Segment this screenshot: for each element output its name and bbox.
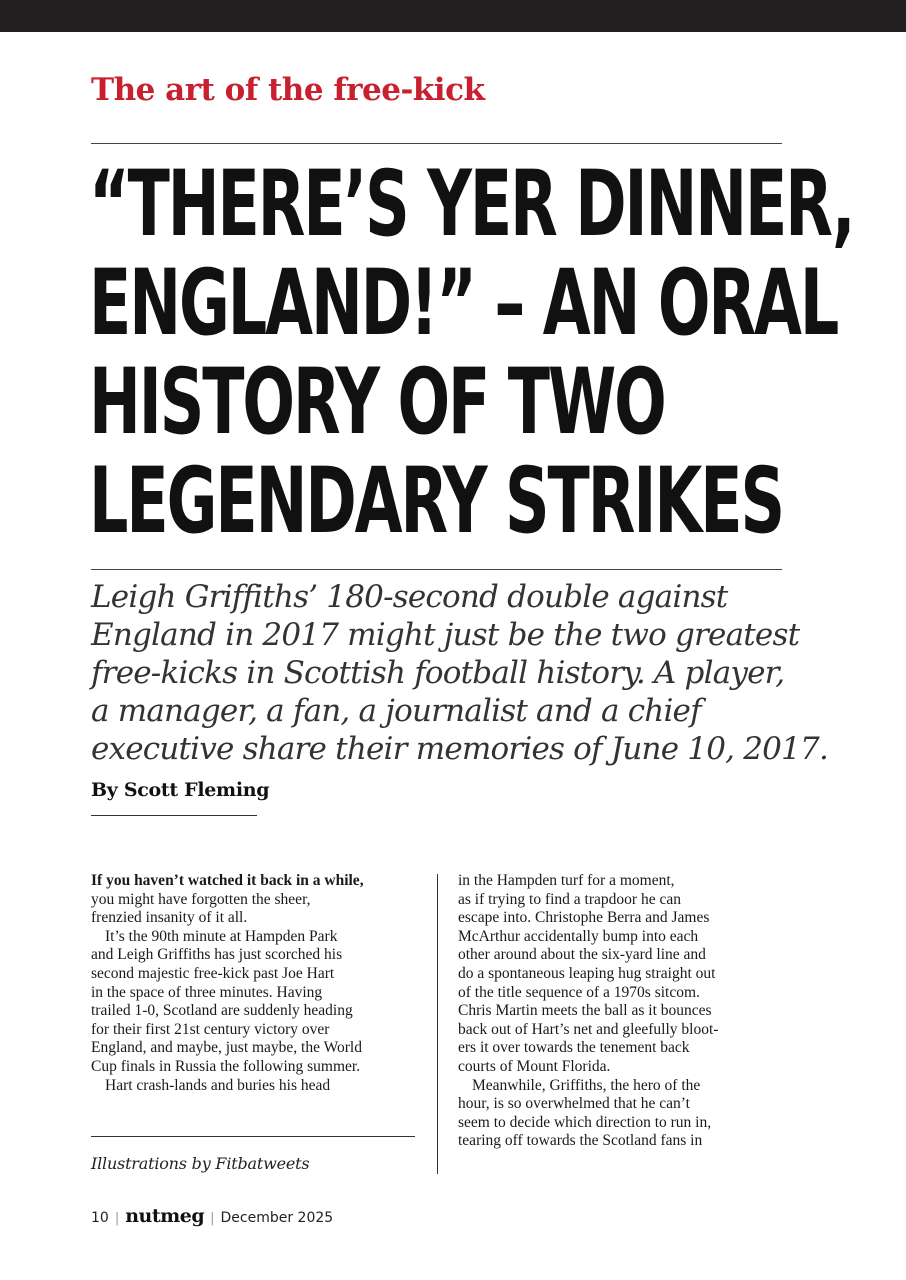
body-line: hour, is so overwhelmed that he can’t [458,1095,690,1113]
footer-separator: | [210,1211,215,1226]
body-line: Meanwhile, Griffiths, the hero of the [472,1076,701,1094]
body-line: McArthur accidentally bump into each [458,927,699,945]
body-line: in the Hampden turf for a moment, [458,872,675,889]
headline-line: ENGLAND!” – AN ORAL [89,251,838,356]
headline-line: HISTORY OF TWO [89,350,665,455]
byline: By Scott Fleming [91,779,270,801]
standfirst [91,578,829,768]
issue-date: December 2025 [220,1210,334,1226]
page-number: 10 [91,1210,109,1226]
column-divider [437,874,438,1174]
body-line: do a spontaneous leaping hug straight out [458,964,716,982]
body-line: It’s the 90th minute at Hampden Park [105,927,338,945]
illustration-credit: Illustrations by Fitbatweets [91,1154,310,1173]
body-column-right [458,872,788,1151]
standfirst-line: England in 2017 might just be the two greatest [91,617,800,653]
standfirst-line: Leigh Griffiths’ 180-second double against [91,579,728,615]
body-line: for their first 21st century victory over [91,1020,330,1038]
headline [89,152,854,554]
body-line: tearing off towards the Scotland fans in [458,1132,703,1150]
body-line: as if trying to find a trapdoor he can [458,890,681,908]
page-footer [91,1205,333,1227]
body-line: and Leigh Griffiths has just scorched his [91,946,343,964]
body-line: trailed 1-0, Scotland are suddenly heading [91,1002,353,1020]
byline-rule [91,815,257,816]
body-line: courts of Mount Florida. [458,1057,611,1075]
headline-bottom-rule [91,569,782,570]
body-line: second majestic free-kick past Joe Hart [91,964,335,982]
body-line: ers it over towards the tenement back [458,1039,690,1057]
body-line: Hart crash-lands and buries his head [105,1076,331,1094]
body-line: back out of Hart’s net and gleefully bloot- [458,1020,719,1038]
standfirst-line: executive share their memories of June 10, 2017. [91,731,829,767]
body-line: in the space of three minutes. Having [91,983,323,1001]
body-line: Cup finals in Russia the following summer. [91,1057,361,1075]
lead-in-comma: , [359,872,364,889]
body-line: you might have forgotten the sheer, [91,890,311,908]
body-line-first [91,872,421,891]
body-line: England, and maybe, just maybe, the World [91,1039,362,1057]
body-line: seem to decide which direction to run in, [458,1113,712,1131]
body-line: Chris Martin meets the ball as it bounces [458,1002,712,1020]
body-column-left [91,872,421,1095]
brand-logo: nutmeg [125,1205,205,1227]
headline-top-rule [91,143,782,144]
footer-separator: | [114,1211,120,1226]
lead-in: If you haven’t watched it back in a while [91,872,360,889]
body-line: escape into. Christophe Berra and James [458,909,710,927]
standfirst-line: a manager, a fan, a journalist and a chief [91,693,701,729]
body-line: of the title sequence of a 1970s sitcom. [458,983,700,1001]
headline-line: “THERE’S YER DINNER, [89,152,854,257]
credit-rule [91,1136,415,1137]
top-bar [0,0,906,32]
body-line: frenzied insanity of it all. [91,909,248,927]
body-line: other around about the six-yard line and [458,946,706,964]
standfirst-line: free-kicks in Scottish football history. A player, [91,655,785,691]
headline-line: LEGENDARY STRIKES [89,449,783,554]
section-kicker: The art of the free-kick [91,72,485,108]
